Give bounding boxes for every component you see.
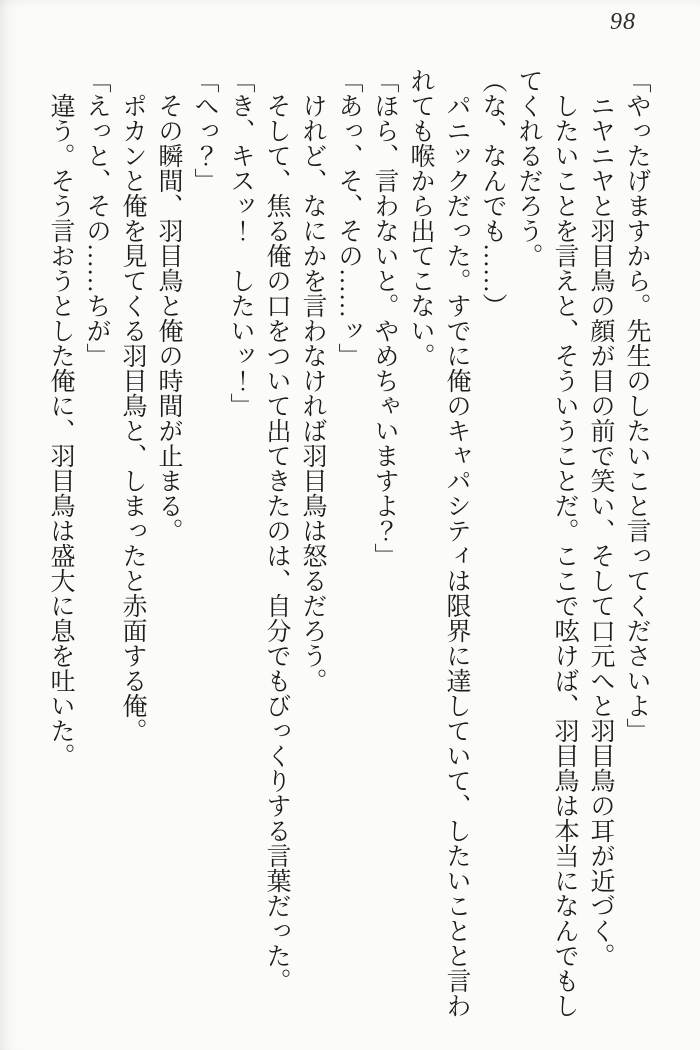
paragraph-thought: （な、なんでも……） <box>479 68 506 318</box>
paragraph-narrative: ニヤニヤと羽目鳥の顔が目の前で笑い、そして口元へと羽目鳥の耳が近づく。 <box>587 93 614 968</box>
paragraph-dialogue: 「ほら、言わないと。やめちゃいますよ？」 <box>371 68 398 568</box>
paragraph-narrative: けれど、なにかを言わなければ羽目鳥は怒るだろう。 <box>299 93 326 693</box>
page-number: 98 <box>610 9 636 35</box>
paragraph-dialogue: 「き、キスッ！ したいッ！」 <box>227 68 254 418</box>
paragraph-narrative: したいことを言えと、そういうことだ。ここで呟けば、羽目鳥は本当になんでもしてくれるだろう。 <box>515 68 578 1018</box>
paragraph-dialogue: 「へっ？」 <box>191 68 218 193</box>
paragraph-narrative: ポカンと俺を見てくる羽目鳥と、しまったと赤面する俺。 <box>119 93 146 743</box>
paragraph-dialogue: 「やったげますから。先生のしたいこと言ってくださいよ」 <box>623 68 650 743</box>
page-text <box>42 68 654 1021</box>
paragraph-narrative: 違う。そう言おうとした俺に、羽目鳥は盛大に息を吐いた。 <box>47 93 74 768</box>
paragraph-narrative: その瞬間、羽目鳥と俺の時間が止まる。 <box>155 93 182 543</box>
paragraph-dialogue: 「えっと、その……ちが」 <box>83 68 110 368</box>
paragraph-narrative: そして、焦る俺の口をついて出てきたのは、自分でもびっくりする言葉だった。 <box>263 93 290 993</box>
paragraph-dialogue: 「あっ、そ、その……ッ」 <box>335 68 362 368</box>
paragraph-narrative: パニックだった。すでに俺のキャパシティは限界に達していて、したいことと言われても喉から出てこない。 <box>407 68 470 1018</box>
